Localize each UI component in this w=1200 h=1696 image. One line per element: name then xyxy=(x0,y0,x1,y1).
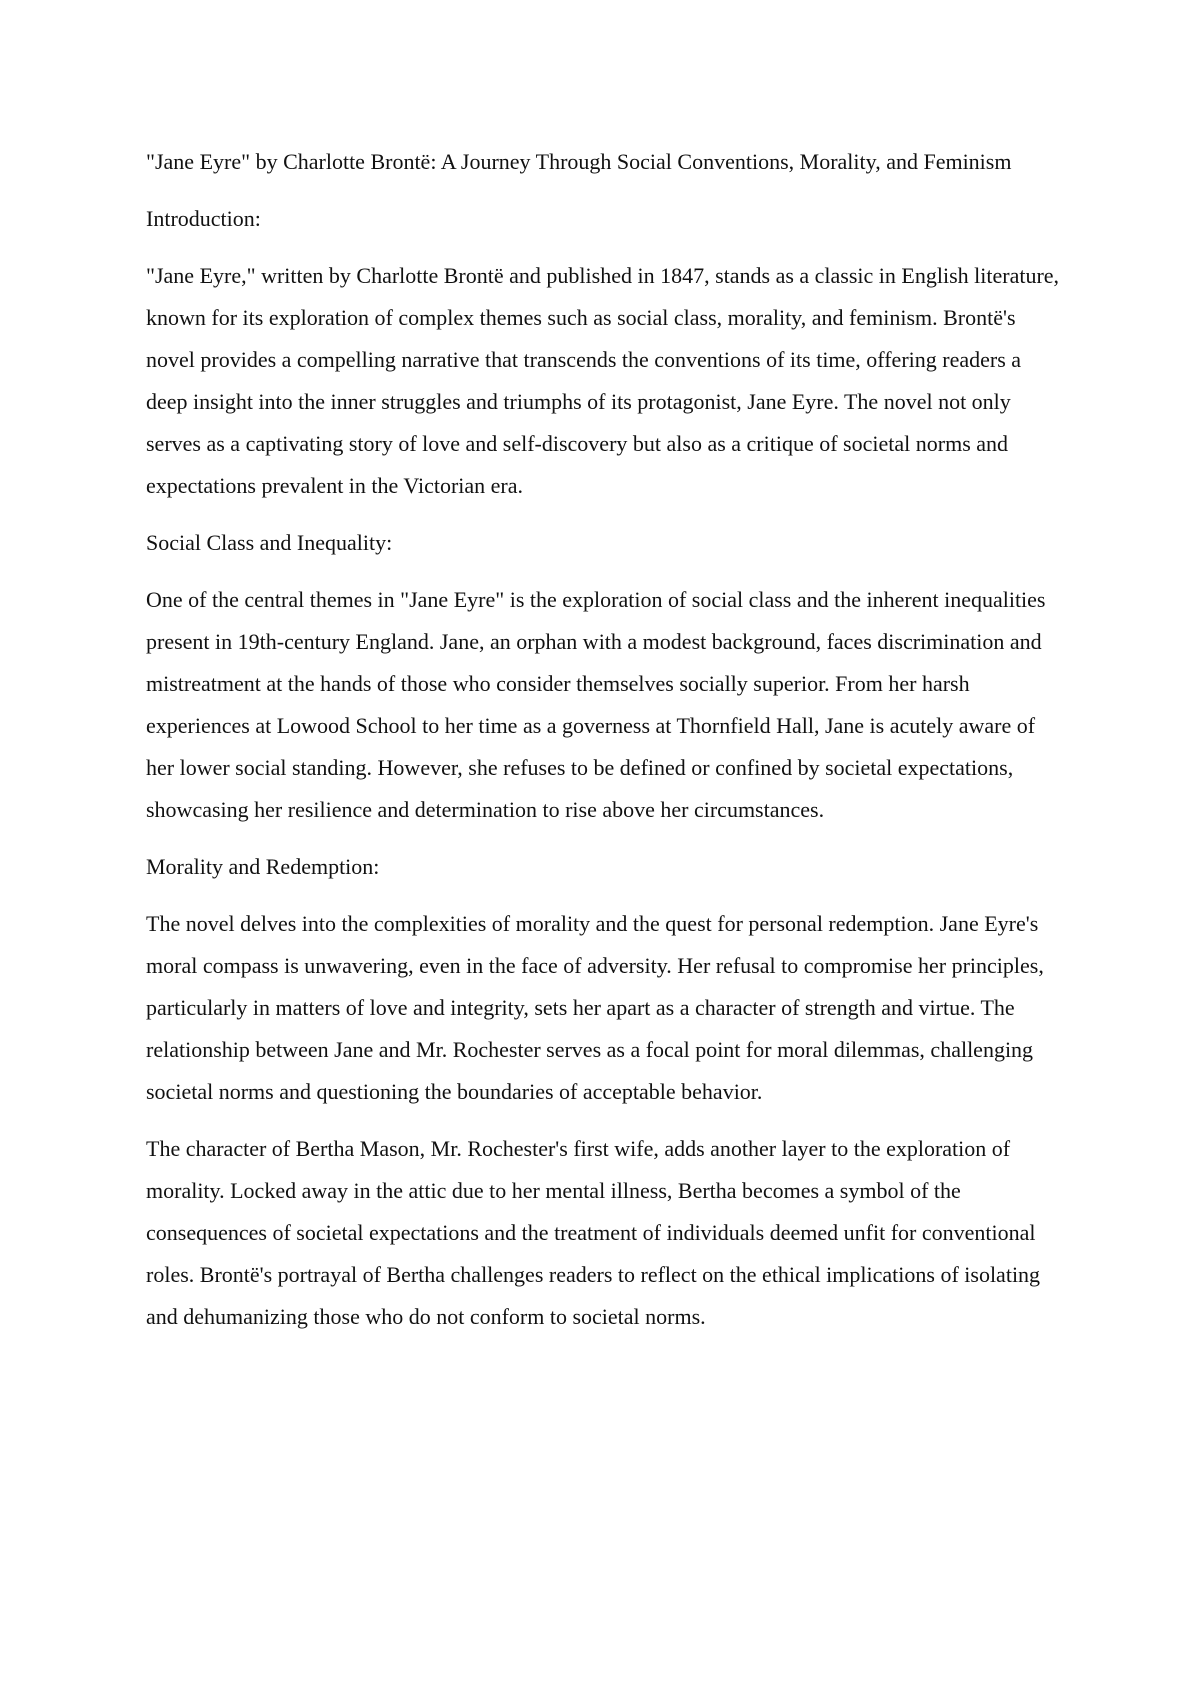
paragraph-morality-1: The novel delves into the complexities of morality and the quest for personal redemption. Jane Eyre's moral compass is unwavering, even in the face of adversity. Her refusal to compromise her principles, particularly in matters of love and integrity, sets her apart as a character of strength and virtue. The relationship between Jane and Mr. Rochester serves as a focal point for moral dilemmas, challenging societal norms and questioning the boundaries of acceptable behavior. xyxy=(146,911,1044,1104)
paragraph-introduction: "Jane Eyre," written by Charlotte Brontë and published in 1847, stands as a classic in English literature, known for its exploration of complex themes such as social class, morality, and feminism. Brontë's novel provides a compelling narrative that transcends the conventions of its time, offering readers a deep insight into the inner struggles and triumphs of its protagonist, Jane Eyre. The novel not only serves as a captivating story of love and self-discovery but also as a critique of societal norms and expectations prevalent in the Victorian era. xyxy=(146,263,1060,498)
section-heading-introduction: Introduction: xyxy=(146,206,261,231)
section-heading-social-class: Social Class and Inequality: xyxy=(146,530,393,555)
paragraph-social-class: One of the central themes in "Jane Eyre" is the exploration of social class and the inherent inequalities present in 19th-century England. Jane, an orphan with a modest background, faces discrimination and mistreatment at the hands of those who consider themselves socially superior. From her harsh experiences at Lowood School to her time as a governess at Thornfield Hall, Jane is acutely aware of her lower social standing. However, she refuses to be defined or confined by societal expectations, showcasing her resilience and determination to rise above her circumstances. xyxy=(146,587,1046,822)
section-heading-morality: Morality and Redemption: xyxy=(146,854,380,879)
document-title: "Jane Eyre" by Charlotte Brontë: A Journey Through Social Conventions, Morality, and Feminism xyxy=(146,149,1012,174)
paragraph-morality-2: The character of Bertha Mason, Mr. Rochester's first wife, adds another layer to the exploration of morality. Locked away in the attic due to her mental illness, Bertha becomes a symbol of the consequences of societal expectations and the treatment of individuals deemed unfit for conventional roles. Brontë's portrayal of Bertha challenges readers to reflect on the ethical implications of isolating and dehumanizing those who do not conform to societal norms. xyxy=(146,1136,1041,1329)
document-body xyxy=(146,141,1064,1353)
